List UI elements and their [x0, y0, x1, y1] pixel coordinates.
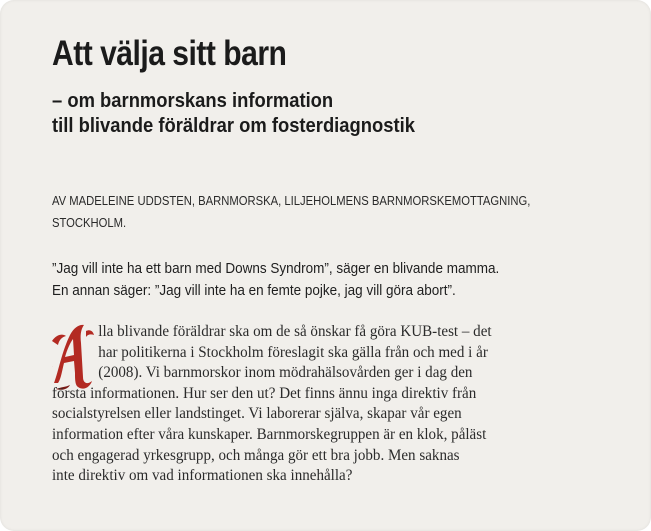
article-title: Att välja sitt barn — [52, 34, 287, 73]
body-line: (2008). Vi barnmorskor inom mödrahälsovården ger i dag den — [98, 364, 473, 382]
subtitle-line: – om barnmorskans information — [52, 90, 334, 112]
dropcap-text: A — [52, 367, 53, 368]
subtitle-line: till blivande föräldrar om fosterdiagnostik — [52, 115, 415, 137]
body-line: socialstyrelsen eller landstinget. Vi laborerar själva, skapar vår egen — [52, 405, 462, 423]
body-line: första informationen. Hur ser den ut? Det finns ännu inga direktiv från — [52, 384, 477, 402]
body-line: har politikerna i Stockholm föreslagit ska gälla från och med i år — [98, 343, 488, 361]
lead-line: ”Jag vill inte ha ett barn med Downs Syndrom”, säger en blivande mamma. — [52, 260, 500, 277]
article-subtitle — [52, 89, 415, 139]
article-byline — [52, 190, 530, 234]
byline-line: STOCKHOLM. — [52, 216, 127, 230]
body-line: lla blivande föräldrar ska om de så önskar få göra KUB-test – det — [98, 323, 492, 340]
article-lead-quote — [52, 258, 499, 302]
body-line: information efter våra kunskaper. Barnmorskegruppen är en klok, påläst — [52, 425, 487, 443]
body-line: inte direktiv om vad informationen ska innehålla? — [52, 467, 353, 485]
lead-line: En annan säger: ”Jag vill inte ha en femte pojke, jag vill göra abort”. — [52, 282, 456, 299]
byline-line: AV MADELEINE UDDSTEN, BARNMORSKA, LILJEHOLMENS BARNMORSKEMOTTAGNING, — [52, 194, 531, 208]
body-line: och engagerad yrkesgrupp, och många gör ett bra jobb. Men saknas — [52, 446, 460, 464]
article-body — [52, 322, 612, 487]
